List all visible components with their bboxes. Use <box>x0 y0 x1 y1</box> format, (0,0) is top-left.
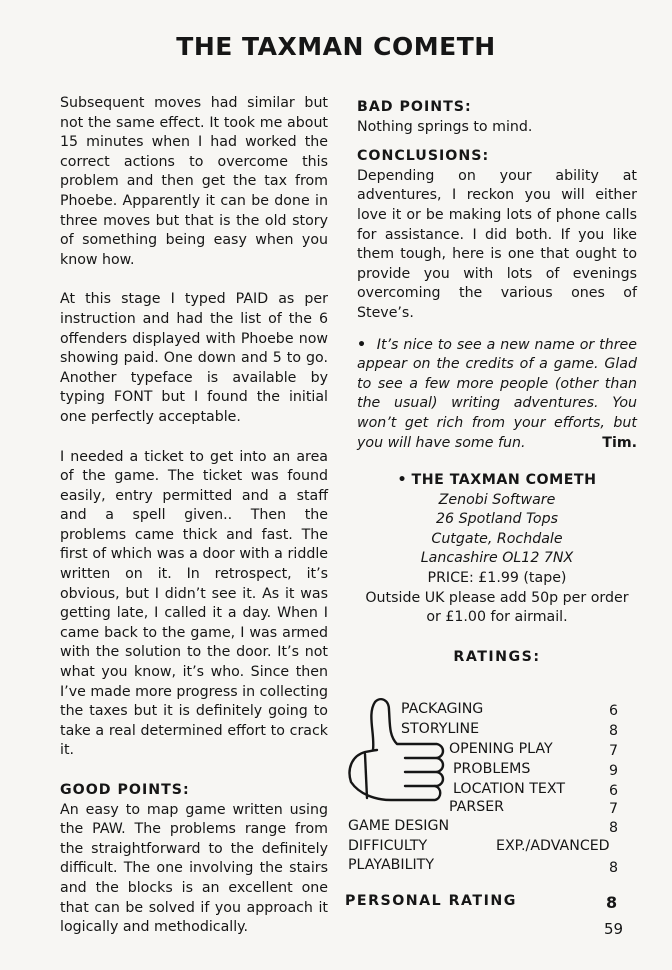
bullet-icon: • <box>397 472 412 489</box>
rating-value-location-text: 6 <box>609 783 619 799</box>
rating-label-parser: PARSER <box>449 799 505 815</box>
paragraph-3: I needed a ticket to get into an area of the game. The ticket was found easily, entry permitted and a staff and a spell given.. Then the problems came thick and fast. The first of which was a door with a riddle written on it. In retrospect, it’s obvious, but I didn’t see it. As it was getting late, I called it a day. When I came back to the game, I was armed with the solution to the door. It’s not what you know, it’s who. Since then I’ve made more progress in collecting the taxes but it is definitely going to take a real determined effort to crack it. <box>60 448 328 759</box>
rating-label-location-text: LOCATION TEXT <box>453 781 565 797</box>
bullet-icon: • <box>357 336 377 353</box>
page-number: 59 <box>604 920 624 938</box>
left-column <box>60 94 328 938</box>
rating-value-difficulty: EXP./ADVANCED <box>496 838 610 854</box>
info-title: THE TAXMAN COMETH <box>411 472 597 489</box>
rating-value-storyline: 8 <box>609 723 619 739</box>
paragraph-1: Subsequent moves had similar but not the same effect. It took me about 15 minutes when I had worked the correct actions to overcome this problem and then get the tax from Phoebe. Apparently it can be done in three moves but that is the old story of something being easy when you know how. <box>60 95 328 268</box>
good-points-text: An easy to map game written using the PAW. The problems range from the straightforward to the definitely difficult. The one involving the stairs and the blocks is an excellent one that can be solved if you approach it logically and methodically. <box>60 801 328 936</box>
rating-label-problems: PROBLEMS <box>453 761 531 777</box>
conclusions-heading: CONCLUSIONS: <box>357 148 490 165</box>
reviewer-quote <box>357 336 637 454</box>
rating-label-game-design: GAME DESIGN <box>348 818 450 834</box>
conclusions-text: Depending on your ability at adventures, I reckon you will either love it or be making lots of phone calls for assistance. I did both. If you like them tough, here is one that ought to provide you with lots of evenings overcoming the various ones of Steve’s. <box>357 167 637 321</box>
personal-rating-value: 8 <box>606 893 619 912</box>
good-points-heading: GOOD POINTS: <box>60 782 190 798</box>
ratings-heading: RATINGS: <box>453 648 541 665</box>
bad-points-heading: BAD POINTS: <box>357 99 472 115</box>
rating-value-opening-play: 7 <box>609 743 619 759</box>
address-line-3: Lancashire OL12 7NX <box>420 550 574 567</box>
rating-value-playability: 8 <box>609 860 619 876</box>
right-column <box>357 98 637 667</box>
bad-points-text: Nothing springs to mind. <box>357 118 533 135</box>
reviewer-signature: Tim. <box>602 434 637 451</box>
paragraph-2: At this stage I typed PAID as per instruction and had the list of the 6 offenders displayed with Phoebe now showing paid. One down and 5 to go. Another typeface is available by typing FONT but I found the initial one perfectly acceptable. <box>60 291 328 425</box>
outside-uk-line-1: Outside UK please add 50p per order <box>365 589 629 606</box>
rating-label-packaging: PACKAGING <box>401 701 484 717</box>
rating-value-problems: 9 <box>609 763 619 779</box>
personal-rating-label: PERSONAL RATING <box>345 893 517 909</box>
quote-text: It’s nice to see a new name or three appear on the credits of a game. Glad to see a few more people (other than the usual) writing adventures. You won’t get rich from your efforts, but you will have some fun. <box>357 336 637 451</box>
price: PRICE: £1.99 (tape) <box>427 570 567 587</box>
game-info <box>357 471 637 628</box>
rating-label-opening-play: OPENING PLAY <box>449 741 553 757</box>
rating-value-parser: 7 <box>609 801 619 817</box>
rating-value-packaging: 6 <box>609 703 619 719</box>
rating-value-game-design: 8 <box>609 820 619 836</box>
page-title: THE TAXMAN COMETH <box>176 32 496 61</box>
rating-label-playability: PLAYABILITY <box>348 857 434 873</box>
publisher: Zenobi Software <box>438 491 556 508</box>
address-line-2: Cutgate, Rochdale <box>431 530 563 547</box>
address-line-1: 26 Spotland Tops <box>436 511 558 528</box>
rating-label-difficulty: DIFFICULTY <box>348 838 428 854</box>
rating-label-storyline: STORYLINE <box>401 721 480 737</box>
outside-uk-line-2: or £1.00 for airmail. <box>426 609 568 626</box>
